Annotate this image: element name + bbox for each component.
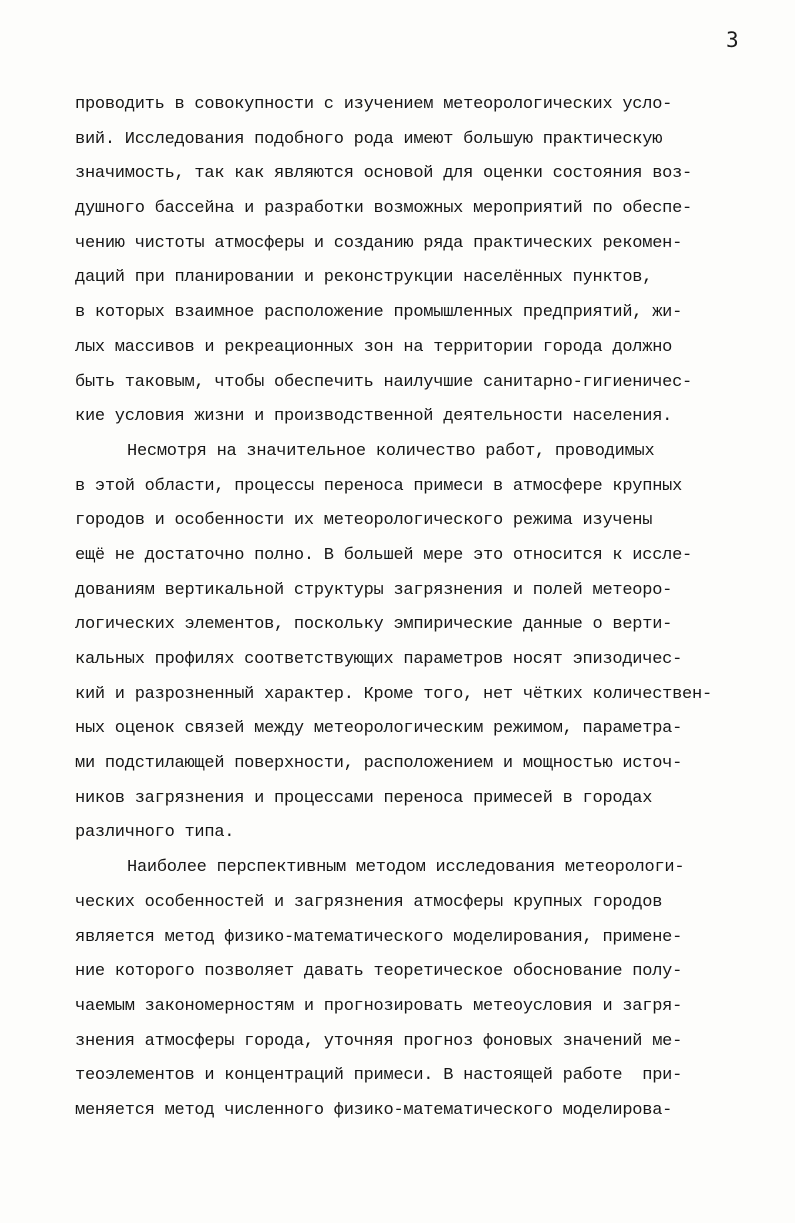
paragraph: [75, 851, 765, 1129]
text-line: лых массивов и рекреационных зон на территории города должно: [75, 337, 673, 357]
text-line: ещё не достаточно полно. В большей мере это относится к иссле-: [75, 545, 693, 565]
body-text: [75, 88, 765, 1129]
text-line: ческих особенностей и загрязнения атмосферы крупных городов: [75, 892, 663, 912]
text-line: различного типа.: [75, 823, 235, 843]
text-line: ние которого позволяет давать теоретическое обоснование полу-: [75, 962, 683, 982]
text-line: проводить в совокупности с изучением метеорологических усло-: [75, 95, 673, 114]
text-line: является метод физико-математического моделирования, примене-: [75, 927, 683, 947]
text-line: знения атмосферы города, уточняя прогноз фоновых значений ме-: [75, 1031, 683, 1051]
page-number: 3: [726, 28, 739, 52]
text-line: ми подстилающей поверхности, расположением и мощностью источ-: [75, 754, 683, 774]
text-line: Несмотря на значительное количество работ, проводимых: [127, 441, 655, 461]
text-line: в которых взаимное расположение промышленных предприятий, жи-: [75, 303, 683, 323]
text-line: городов и особенности их метеорологического режима изучены: [75, 511, 653, 531]
paragraph: [75, 435, 765, 851]
text-line: кие условия жизни и производственной деятельности населения.: [75, 407, 673, 427]
text-line: ников загрязнения и процессами переноса примесей в городах: [75, 788, 653, 808]
paragraph: [75, 88, 765, 435]
text-line: дованиям вертикальной структуры загрязнения и полей метеоро-: [75, 580, 673, 600]
text-line: значимость, так как являются основой для оценки состояния воз-: [75, 164, 693, 184]
text-line: меняется метод численного физико-математического моделирова-: [75, 1100, 673, 1120]
text-line: даций при планировании и реконструкции населённых пунктов,: [75, 268, 653, 288]
text-line: ных оценок связей между метеорологическим режимом, параметра-: [75, 719, 683, 739]
text-line: душного бассейна и разработки возможных мероприятий по обеспе-: [75, 199, 693, 219]
text-line: теоэлементов и концентраций примеси. В настоящей работе при-: [75, 1066, 683, 1086]
text-line: кальных профилях соответствующих параметров носят эпизодичес-: [75, 650, 683, 669]
text-line: Наиболее перспективным методом исследования метеорологи-: [127, 858, 685, 878]
text-line: в этой области, процессы переноса примеси в атмосфере крупных: [75, 476, 683, 496]
text-line: логических элементов, поскольку эмпирические данные о верти-: [75, 615, 673, 635]
text-line: кий и разрозненный характер. Кроме того, нет чётких количествен-: [75, 684, 712, 704]
text-line: чаемым закономерностям и прогнозировать метеоусловия и загря-: [75, 996, 683, 1016]
text-line: быть таковым, чтобы обеспечить наилучшие санитарно-гигиеничес-: [75, 372, 693, 392]
text-line: вий. Исследования подобного рода имеют большую практическую: [75, 129, 663, 149]
text-line: чению чистоты атмосферы и созданию ряда практических рекомен-: [75, 233, 683, 253]
